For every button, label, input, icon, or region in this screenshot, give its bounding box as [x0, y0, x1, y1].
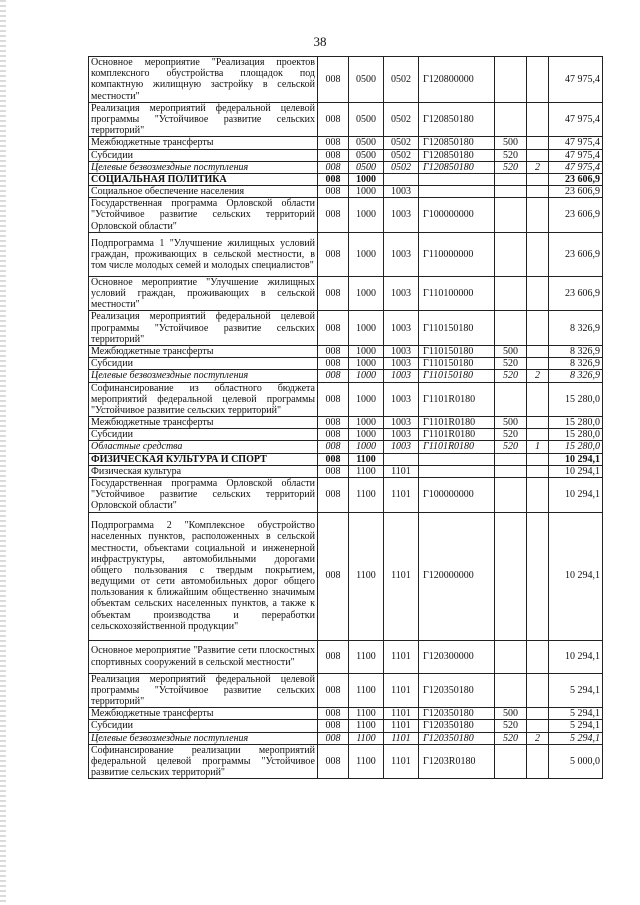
- row-name: Основное мероприятие "Реализация проектов комплексного обустройства площадок под компактную жилищную застройку в сельской местности": [89, 57, 318, 103]
- row-grbs-code: 008: [318, 149, 349, 161]
- row-subsection-code: 1003: [384, 198, 419, 233]
- table-row: [89, 276, 603, 311]
- row-section-code: 1100: [349, 640, 384, 673]
- row-section-code: 0500: [349, 57, 384, 103]
- row-funding-source-code: [527, 358, 549, 370]
- row-expense-type-code: 520: [495, 358, 527, 370]
- row-expense-type-code: [495, 311, 527, 346]
- row-target-article-code: Г1203R0180: [419, 744, 495, 779]
- row-target-article-code: Г100000000: [419, 478, 495, 513]
- row-amount: 15 280,0: [549, 417, 603, 429]
- row-amount: 8 326,9: [549, 345, 603, 357]
- row-expense-type-code: 520: [495, 370, 527, 382]
- row-name: Государственная программа Орловской области "Устойчивое развитие сельских территорий Орловской области": [89, 198, 318, 233]
- row-grbs-code: 008: [318, 232, 349, 276]
- row-name: Реализация мероприятий федеральной целевой программы "Устойчивое развитие сельских территорий": [89, 311, 318, 346]
- row-grbs-code: 008: [318, 478, 349, 513]
- row-amount: 15 280,0: [549, 382, 603, 417]
- row-target-article-code: Г120350180: [419, 720, 495, 732]
- row-funding-source-code: [527, 417, 549, 429]
- row-grbs-code: 008: [318, 708, 349, 720]
- row-target-article-code: Г110000000: [419, 232, 495, 276]
- row-amount: 23 606,9: [549, 232, 603, 276]
- row-funding-source-code: [527, 429, 549, 441]
- table-row: [89, 232, 603, 276]
- row-expense-type-code: 500: [495, 417, 527, 429]
- row-expense-type-code: 520: [495, 441, 527, 453]
- row-target-article-code: Г120350180: [419, 708, 495, 720]
- row-funding-source-code: [527, 311, 549, 346]
- row-grbs-code: 008: [318, 744, 349, 779]
- row-amount: 15 280,0: [549, 429, 603, 441]
- table-row: [89, 57, 603, 103]
- row-amount: 8 326,9: [549, 358, 603, 370]
- table-row: [89, 161, 603, 173]
- row-subsection-code: 1101: [384, 720, 419, 732]
- row-target-article-code: Г120850180: [419, 137, 495, 149]
- row-section-code: 1000: [349, 198, 384, 233]
- row-expense-type-code: [495, 57, 527, 103]
- row-subsection-code: 0502: [384, 149, 419, 161]
- row-subsection-code: [384, 453, 419, 465]
- row-target-article-code: Г120300000: [419, 640, 495, 673]
- row-target-article-code: Г1101R0180: [419, 382, 495, 417]
- row-grbs-code: 008: [318, 102, 349, 137]
- row-section-code: 0500: [349, 102, 384, 137]
- row-section-code: 0500: [349, 149, 384, 161]
- row-section-code: 1100: [349, 465, 384, 477]
- row-name: Целевые безвозмездные поступления: [89, 370, 318, 382]
- row-subsection-code: 1003: [384, 232, 419, 276]
- row-expense-type-code: 520: [495, 149, 527, 161]
- row-funding-source-code: [527, 198, 549, 233]
- row-amount: 10 294,1: [549, 465, 603, 477]
- row-amount: 5 294,1: [549, 708, 603, 720]
- table-row: [89, 102, 603, 137]
- page-number: 38: [313, 34, 327, 49]
- row-funding-source-code: 2: [527, 732, 549, 744]
- table-row: [89, 186, 603, 198]
- row-grbs-code: 008: [318, 370, 349, 382]
- table-row: [89, 137, 603, 149]
- row-target-article-code: Г110150180: [419, 345, 495, 357]
- row-amount: 47 975,4: [549, 137, 603, 149]
- row-subsection-code: 0502: [384, 102, 419, 137]
- table-row: [89, 453, 603, 465]
- row-grbs-code: 008: [318, 429, 349, 441]
- row-target-article-code: Г1101R0180: [419, 417, 495, 429]
- binding-edge: [0, 0, 6, 905]
- row-section-code: 1000: [349, 232, 384, 276]
- row-expense-type-code: 520: [495, 732, 527, 744]
- row-subsection-code: 0502: [384, 137, 419, 149]
- row-name: Основное мероприятие "Улучшение жилищных условий граждан, проживающих в сельской местности": [89, 276, 318, 311]
- row-name: Субсидии: [89, 429, 318, 441]
- row-subsection-code: 1101: [384, 744, 419, 779]
- row-funding-source-code: [527, 512, 549, 640]
- row-name: Реализация мероприятий федеральной целевой программы "Устойчивое развитие сельских территорий": [89, 102, 318, 137]
- row-funding-source-code: [527, 382, 549, 417]
- row-funding-source-code: [527, 640, 549, 673]
- row-expense-type-code: [495, 453, 527, 465]
- row-name: Межбюджетные трансферты: [89, 345, 318, 357]
- row-subsection-code: 1003: [384, 370, 419, 382]
- row-subsection-code: [384, 173, 419, 185]
- row-funding-source-code: [527, 345, 549, 357]
- row-funding-source-code: [527, 673, 549, 708]
- row-section-code: 1100: [349, 720, 384, 732]
- row-grbs-code: 008: [318, 276, 349, 311]
- table-row: [89, 198, 603, 233]
- row-funding-source-code: [527, 720, 549, 732]
- row-section-code: 1000: [349, 186, 384, 198]
- row-section-code: 1000: [349, 358, 384, 370]
- row-section-code: 1100: [349, 673, 384, 708]
- row-funding-source-code: [527, 478, 549, 513]
- row-target-article-code: Г120350180: [419, 673, 495, 708]
- table-row: [89, 345, 603, 357]
- row-funding-source-code: [527, 173, 549, 185]
- row-funding-source-code: 2: [527, 161, 549, 173]
- row-grbs-code: 008: [318, 720, 349, 732]
- row-expense-type-code: [495, 512, 527, 640]
- row-amount: 5 000,0: [549, 744, 603, 779]
- row-subsection-code: 1101: [384, 478, 419, 513]
- row-section-code: 0500: [349, 161, 384, 173]
- row-section-code: 1000: [349, 382, 384, 417]
- row-amount: 8 326,9: [549, 370, 603, 382]
- row-amount: 15 280,0: [549, 441, 603, 453]
- row-grbs-code: 008: [318, 57, 349, 103]
- row-target-article-code: Г110150180: [419, 358, 495, 370]
- row-section-code: 1100: [349, 478, 384, 513]
- row-name: Основное мероприятие "Развитие сети плоскостных спортивных сооружений в сельской местности": [89, 640, 318, 673]
- row-subsection-code: 0502: [384, 57, 419, 103]
- row-name: СОЦИАЛЬНАЯ ПОЛИТИКА: [89, 173, 318, 185]
- row-grbs-code: 008: [318, 673, 349, 708]
- row-target-article-code: [419, 173, 495, 185]
- row-subsection-code: 1003: [384, 382, 419, 417]
- row-amount: 23 606,9: [549, 198, 603, 233]
- row-section-code: 1000: [349, 345, 384, 357]
- row-section-code: 1000: [349, 441, 384, 453]
- row-grbs-code: 008: [318, 345, 349, 357]
- table-row: [89, 311, 603, 346]
- row-grbs-code: 008: [318, 453, 349, 465]
- row-name: Подпрограмма 1 "Улучшение жилищных условий граждан, проживающих в сельской местности, в том числе молодых семей и молодых специалистов": [89, 232, 318, 276]
- row-target-article-code: Г120800000: [419, 57, 495, 103]
- row-target-article-code: Г120850180: [419, 161, 495, 173]
- row-subsection-code: 1101: [384, 708, 419, 720]
- row-grbs-code: 008: [318, 137, 349, 149]
- row-name: Социальное обеспечение населения: [89, 186, 318, 198]
- row-subsection-code: 1003: [384, 429, 419, 441]
- row-section-code: 1000: [349, 276, 384, 311]
- row-name: Реализация мероприятий федеральной целевой программы "Устойчивое развитие сельских территорий": [89, 673, 318, 708]
- table-row: [89, 441, 603, 453]
- row-section-code: 1100: [349, 708, 384, 720]
- row-target-article-code: Г1101R0180: [419, 429, 495, 441]
- row-amount: 23 606,9: [549, 276, 603, 311]
- row-section-code: 1000: [349, 429, 384, 441]
- row-funding-source-code: [527, 232, 549, 276]
- row-expense-type-code: [495, 673, 527, 708]
- row-section-code: 1100: [349, 732, 384, 744]
- table-row: [89, 708, 603, 720]
- row-amount: 10 294,1: [549, 478, 603, 513]
- row-funding-source-code: [527, 102, 549, 137]
- table-row: [89, 512, 603, 640]
- row-expense-type-code: 500: [495, 708, 527, 720]
- row-name: Физическая культура: [89, 465, 318, 477]
- row-amount: 5 294,1: [549, 720, 603, 732]
- row-target-article-code: Г120000000: [419, 512, 495, 640]
- row-grbs-code: 008: [318, 465, 349, 477]
- table-row: [89, 358, 603, 370]
- row-amount: 5 294,1: [549, 673, 603, 708]
- row-amount: 10 294,1: [549, 640, 603, 673]
- row-funding-source-code: [527, 149, 549, 161]
- row-section-code: 0500: [349, 137, 384, 149]
- row-grbs-code: 008: [318, 198, 349, 233]
- row-expense-type-code: 500: [495, 345, 527, 357]
- row-name: Софинансирование реализации мероприятий федеральной целевой программы "Устойчивое развитие сельских территорий": [89, 744, 318, 779]
- table-row: [89, 370, 603, 382]
- row-subsection-code: 1101: [384, 673, 419, 708]
- row-section-code: 1100: [349, 453, 384, 465]
- row-name: Субсидии: [89, 149, 318, 161]
- row-funding-source-code: [527, 465, 549, 477]
- row-name: Субсидии: [89, 358, 318, 370]
- row-target-article-code: [419, 465, 495, 477]
- row-name: Софинансирование из областного бюджета мероприятий федеральной целевой программы "Устойчивое развитие сельских территорий": [89, 382, 318, 417]
- row-name: Межбюджетные трансферты: [89, 708, 318, 720]
- row-funding-source-code: [527, 276, 549, 311]
- row-target-article-code: Г110100000: [419, 276, 495, 311]
- row-expense-type-code: [495, 744, 527, 779]
- row-subsection-code: 0502: [384, 161, 419, 173]
- row-amount: 47 975,4: [549, 149, 603, 161]
- row-name: Подпрограмма 2 "Комплексное обустройство населенных пунктов, расположенных в сельской местности, объектами социальной и инженерной инфраструктуры, автомобильными дорогами общего пользования с твердым покрытием, ведущими от сети автомобильных дорог общего пользования к ближайшим общественно значимым объектам сельских населенных пунктов, а также к объектам производства и переработки сельскохозяйственной продукции": [89, 512, 318, 640]
- row-target-article-code: Г120850180: [419, 149, 495, 161]
- row-subsection-code: 1101: [384, 732, 419, 744]
- row-subsection-code: 1101: [384, 465, 419, 477]
- row-target-article-code: Г120350180: [419, 732, 495, 744]
- row-grbs-code: 008: [318, 732, 349, 744]
- row-grbs-code: 008: [318, 311, 349, 346]
- table-row: [89, 744, 603, 779]
- row-subsection-code: 1003: [384, 345, 419, 357]
- row-name: Государственная программа Орловской области "Устойчивое развитие сельских территорий Орловской области": [89, 478, 318, 513]
- row-subsection-code: 1003: [384, 441, 419, 453]
- row-expense-type-code: 520: [495, 161, 527, 173]
- row-funding-source-code: [527, 137, 549, 149]
- table-row: [89, 429, 603, 441]
- row-target-article-code: [419, 186, 495, 198]
- row-target-article-code: Г120850180: [419, 102, 495, 137]
- row-expense-type-code: [495, 173, 527, 185]
- row-grbs-code: 008: [318, 186, 349, 198]
- row-funding-source-code: [527, 708, 549, 720]
- row-expense-type-code: [495, 102, 527, 137]
- row-section-code: 1100: [349, 512, 384, 640]
- row-target-article-code: Г100000000: [419, 198, 495, 233]
- row-amount: 23 606,9: [549, 186, 603, 198]
- row-grbs-code: 008: [318, 358, 349, 370]
- row-expense-type-code: [495, 465, 527, 477]
- row-grbs-code: 008: [318, 417, 349, 429]
- row-amount: 10 294,1: [549, 453, 603, 465]
- row-expense-type-code: [495, 186, 527, 198]
- row-amount: 8 326,9: [549, 311, 603, 346]
- row-target-article-code: Г110150180: [419, 311, 495, 346]
- row-grbs-code: 008: [318, 161, 349, 173]
- row-subsection-code: 1101: [384, 512, 419, 640]
- row-target-article-code: [419, 453, 495, 465]
- table-row: [89, 478, 603, 513]
- row-expense-type-code: [495, 478, 527, 513]
- row-subsection-code: 1003: [384, 186, 419, 198]
- row-expense-type-code: 520: [495, 429, 527, 441]
- row-funding-source-code: 1: [527, 441, 549, 453]
- table-row: [89, 732, 603, 744]
- row-funding-source-code: [527, 57, 549, 103]
- row-amount: 47 975,4: [549, 57, 603, 103]
- row-grbs-code: 008: [318, 382, 349, 417]
- row-grbs-code: 008: [318, 640, 349, 673]
- row-amount: 5 294,1: [549, 732, 603, 744]
- row-name: Межбюджетные трансферты: [89, 417, 318, 429]
- row-subsection-code: 1003: [384, 358, 419, 370]
- table-row: [89, 173, 603, 185]
- budget-table: [88, 56, 603, 779]
- row-subsection-code: 1101: [384, 640, 419, 673]
- table-row: [89, 382, 603, 417]
- table-row: [89, 640, 603, 673]
- row-name: Целевые безвозмездные поступления: [89, 732, 318, 744]
- row-section-code: 1100: [349, 744, 384, 779]
- row-amount: 47 975,4: [549, 161, 603, 173]
- table-row: [89, 149, 603, 161]
- row-grbs-code: 008: [318, 512, 349, 640]
- row-expense-type-code: [495, 232, 527, 276]
- table-row: [89, 673, 603, 708]
- row-expense-type-code: [495, 382, 527, 417]
- row-grbs-code: 008: [318, 441, 349, 453]
- row-expense-type-code: [495, 198, 527, 233]
- table-row: [89, 465, 603, 477]
- row-section-code: 1000: [349, 417, 384, 429]
- row-expense-type-code: [495, 276, 527, 311]
- row-section-code: 1000: [349, 173, 384, 185]
- row-subsection-code: 1003: [384, 417, 419, 429]
- row-funding-source-code: [527, 453, 549, 465]
- row-amount: 10 294,1: [549, 512, 603, 640]
- row-funding-source-code: 2: [527, 370, 549, 382]
- row-name: Субсидии: [89, 720, 318, 732]
- row-grbs-code: 008: [318, 173, 349, 185]
- row-expense-type-code: 500: [495, 137, 527, 149]
- row-expense-type-code: [495, 640, 527, 673]
- row-name: Целевые безвозмездные поступления: [89, 161, 318, 173]
- row-amount: 23 606,9: [549, 173, 603, 185]
- row-name: Областные средства: [89, 441, 318, 453]
- row-name: Межбюджетные трансферты: [89, 137, 318, 149]
- table-row: [89, 417, 603, 429]
- row-subsection-code: 1003: [384, 311, 419, 346]
- row-expense-type-code: 520: [495, 720, 527, 732]
- row-target-article-code: Г1101R0180: [419, 441, 495, 453]
- table-row: [89, 720, 603, 732]
- row-funding-source-code: [527, 744, 549, 779]
- row-name: ФИЗИЧЕСКАЯ КУЛЬТУРА И СПОРТ: [89, 453, 318, 465]
- row-funding-source-code: [527, 186, 549, 198]
- budget-table-body: [89, 57, 603, 779]
- row-subsection-code: 1003: [384, 276, 419, 311]
- row-target-article-code: Г110150180: [419, 370, 495, 382]
- row-section-code: 1000: [349, 370, 384, 382]
- row-amount: 47 975,4: [549, 102, 603, 137]
- row-section-code: 1000: [349, 311, 384, 346]
